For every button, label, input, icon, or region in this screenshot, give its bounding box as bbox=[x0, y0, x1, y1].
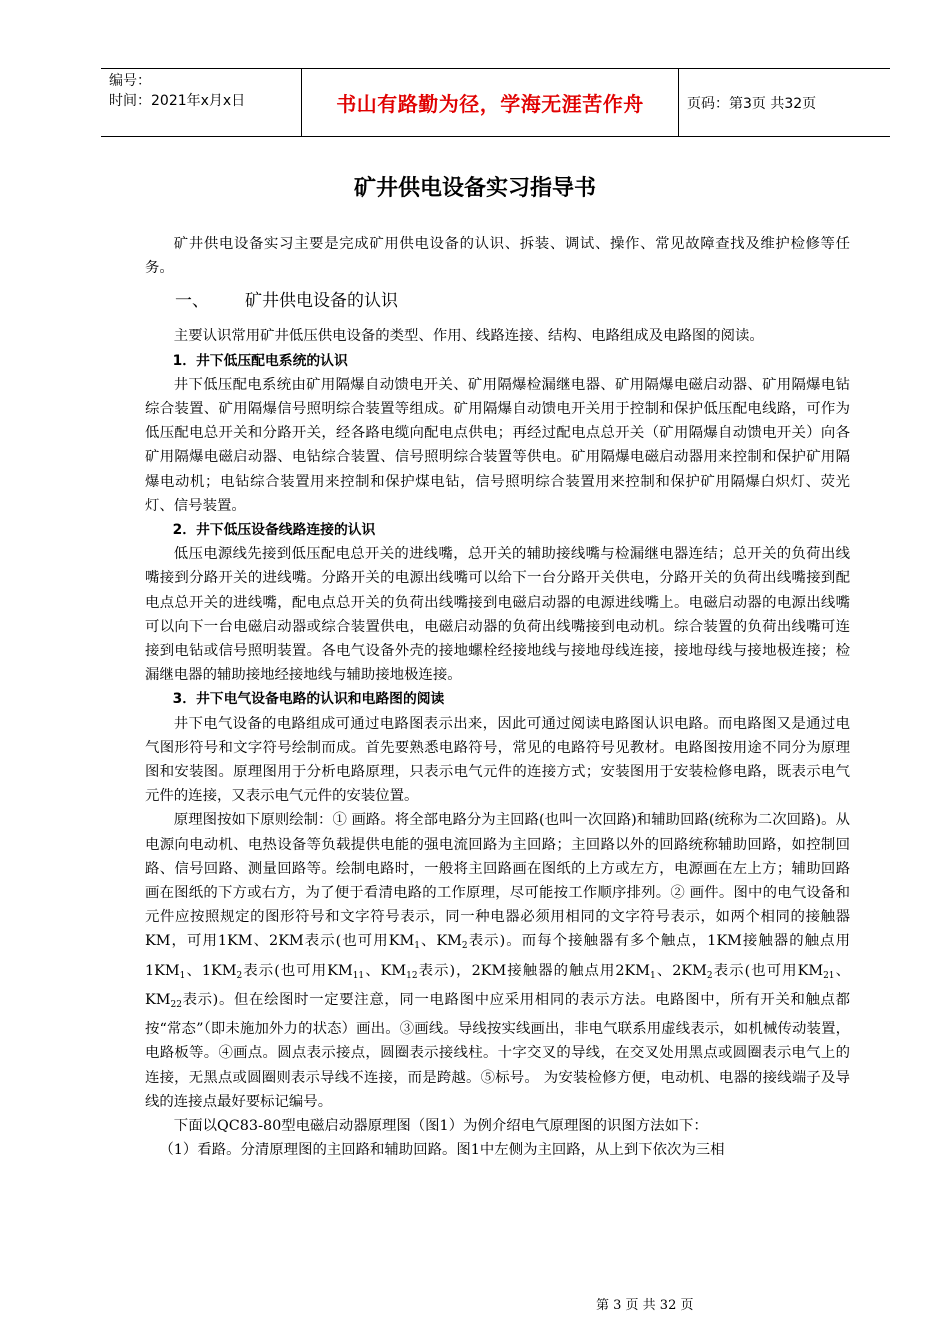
subsection-heading-1: 1．井下低压配电系统的认识 bbox=[172, 352, 348, 369]
subsection-text-1: 井下低压配电系统由矿用隔爆自动馈电开关、矿用隔爆检漏继电器、矿用隔爆电磁启动器、矿用隔爆电钻综合装置、矿用隔爆信号照明综合装置等组成。矿用隔爆自动馈电开关用于控制和保护低压配电线路，可作为低压配电总开关和分路开关，经各路电缆向配电点供电；再经过配电点总开关（矿用隔爆自动馈电开关）向各矿用隔爆电磁启动器、电钻综合装置、信号照明综合装置等供电。矿用隔爆电磁启动器用来控制和保护矿用隔爆电动机；电钻综合装置用来控制和保护煤电钻，信号照明综合装置用来控制和保护矿用隔爆白炽灯、荧光灯、信号装置。 bbox=[145, 376, 850, 514]
header-motto-cell bbox=[301, 69, 679, 136]
text-run: 、1KM bbox=[185, 962, 237, 979]
date-label: 时间：2021年x月x日 bbox=[109, 93, 246, 109]
page-footer: 第 3 页 共 32 页 bbox=[596, 1298, 694, 1313]
subsection-heading-3: 3．井下电气设备电路的认识和电路图的阅读 bbox=[172, 691, 445, 708]
subscript: 2 bbox=[461, 941, 468, 952]
subsection-text-3b bbox=[145, 808, 850, 1113]
subscript: 22 bbox=[170, 999, 182, 1010]
section-number: 一、 bbox=[175, 291, 209, 312]
subsection-text-3d: （1）看路。分清原理图的主回路和辅助回路。图1中左侧为主回路，从上到下依次为三相 bbox=[159, 1142, 725, 1159]
subscript: 2 bbox=[706, 970, 713, 981]
subsection-heading-2: 2．井下低压设备线路连接的认识 bbox=[172, 522, 376, 539]
text-run: 表示)，2KM接触器的触点用2KM bbox=[417, 962, 651, 979]
section-title: 矿井供电设备的认识 bbox=[245, 291, 398, 312]
text-run: 、KM bbox=[364, 962, 407, 979]
text-run: 原理图按如下原则绘制：① 画路。将全部电路分为主回路(也叫一次回路)和辅助回路(统称为二次回路)。从电源向电动机、电热设备等负载提供电能的强电流回路为主回路；主回路以外的回路统称辅助回路，如控制回路、信号回路、测量回路等。绘制电路时，一般将主回路画在图纸的上方或左方，电源画在左上方；辅助回路画在图纸的下方或右方，为了便于看清电路的工作原理，尽可能按工作顺序排列。② 画件。图中的电气设备和元件应按照规定的图形符号和文字符号表示，同一种电器必须用相同的文字符号表示，如两个相同的接触器KM，可用1KM、2KM表示(也可用KM bbox=[145, 812, 850, 950]
subscript: 21 bbox=[823, 970, 835, 981]
subscript: 12 bbox=[406, 970, 418, 981]
subsection-text-2: 低压电源线先接到低压配电总开关的进线嘴，总开关的辅助接线嘴与检漏继电器连结；总开关的负荷出线嘴接到分路开关的进线嘴。分路开关的电源出线嘴可以给下一台分路开关供电，分路开关的负荷出线嘴接到配电点总开关的进线嘴，配电点总开关的负荷出线嘴接到电磁启动器的电源进线嘴上。电磁启动器的电源出线嘴可以向下一台电磁启动器或综合装置供电，电磁启动器的负荷出线嘴接到电动机。综合装置的负荷出线嘴可连接到电钻或信号照明装置。各电气设备外壳的接地螺栓经接地线与接地母线连接，接地母线与接地极连接；检漏继电器的辅助接地经接地线与辅助接地极连接。 bbox=[145, 546, 850, 684]
subsection-text-3c: 下面以QC83-80型电磁启动器原理图（图1）为例介绍电气原理图的识图方法如下： bbox=[173, 1117, 708, 1134]
subsection-text-3a: 井下电气设备的电路组成可通过电路图表示出来，因此可通过阅读电路图认识电路。而电路图又是通过电气图形符号和文字符号绘制而成。首先要熟悉电路符号，常见的电路符号见教材。电路图按用途不同分为原理图和安装图。原理图用于分析电路原理，只表示电气元件的连接方式；安装图用于安装检修电路，既表示电气元件的连接，又表示电气元件的安装位置。 bbox=[145, 715, 850, 805]
text-run: 、2KM bbox=[655, 962, 707, 979]
text-run: 表示)。但在绘图时一定要注意，同一电路图中应采用相同的表示方法。电路图中，所有开关和触点都按“常态”（即未施加外力的状态）画出。③画线。导线按实线画出，非电气联系用虚线表示，如机械传动装置，电路板等。④画点。圆点表示接点，圆圈表示接线柱。十字交叉的导线，在交叉处用黑点或圆圈表示电气上的连接，无黑点或圆圈则表示导线不连接，而是跨越。⑤标号。 为安装检修方便，电动机、电器的接线端子及导线的连接点最好要标记编号。 bbox=[145, 991, 850, 1110]
text-run: 、KM bbox=[145, 962, 850, 1008]
header-motto: 书山有路勤为径，学海无涯苦作舟 bbox=[336, 92, 644, 116]
document-body bbox=[145, 232, 850, 1162]
document-title: 矿井供电设备实习指导书 bbox=[353, 176, 596, 201]
subscript: 1 bbox=[650, 970, 656, 981]
text-run: 表示)。而每个接触器有多个触点，1KM接触器的触点用1KM bbox=[145, 933, 850, 979]
subscript: 2 bbox=[236, 970, 243, 981]
header-meta bbox=[101, 69, 301, 136]
subscript: 1 bbox=[179, 970, 186, 981]
text-run: 表示(也可用KM bbox=[242, 962, 353, 979]
intro-paragraph: 矿井供电设备实习主要是完成矿用供电设备的认识、拆装、调试、操作、常见故障查找及维护检修等任务。 bbox=[145, 236, 850, 277]
subscript: 1 bbox=[414, 941, 420, 952]
text-run: 表示(也可用KM bbox=[712, 962, 824, 979]
code-label: 编号： bbox=[109, 73, 151, 89]
subscript: 11 bbox=[352, 970, 365, 981]
section-heading bbox=[145, 288, 850, 314]
header-page-info: 页码：第3页 共32页 bbox=[687, 95, 817, 112]
section-lead: 主要认识常用矿井低压供电设备的类型、作用、线路连接、结构、电路组成及电路图的阅读。 bbox=[173, 328, 764, 345]
page-header bbox=[101, 68, 890, 137]
text-run: 、KM bbox=[419, 933, 462, 950]
